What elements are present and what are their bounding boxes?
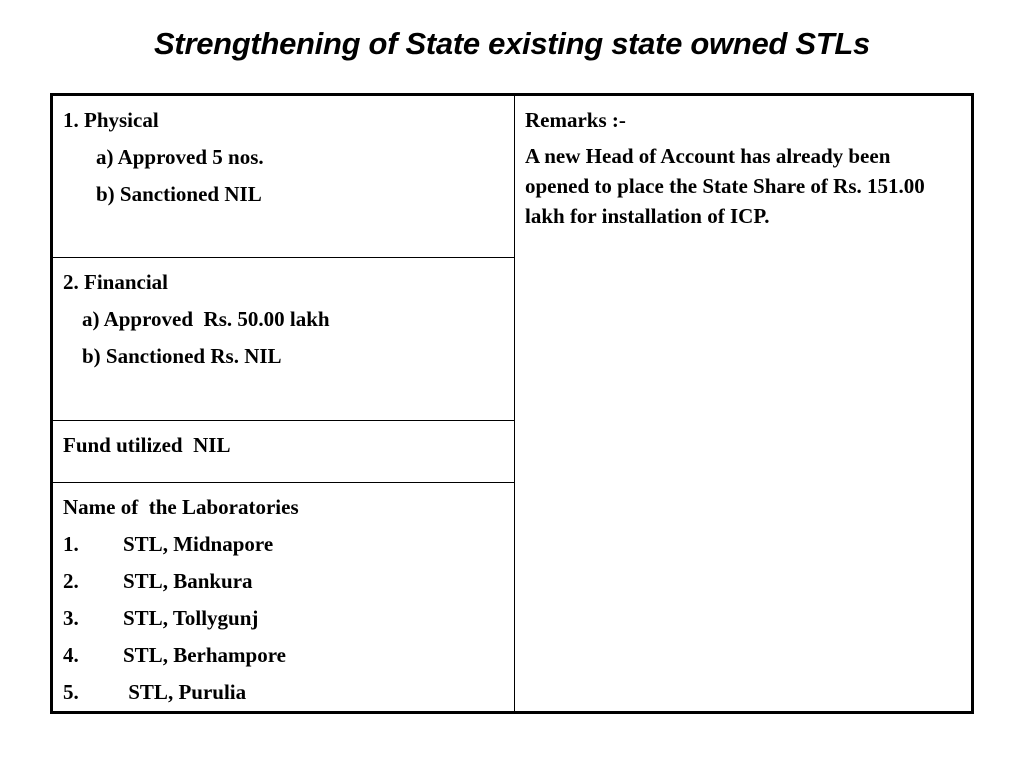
physical-heading: 1. Physical bbox=[63, 108, 159, 132]
summary-table bbox=[50, 93, 974, 714]
physical-sanctioned: b) Sanctioned NIL bbox=[96, 182, 262, 206]
financial-approved: a) Approved Rs. 50.00 lakh bbox=[82, 307, 330, 332]
physical-approved: a) Approved 5 nos. bbox=[96, 145, 264, 169]
remarks-heading: Remarks :- bbox=[525, 108, 626, 132]
list-item-number: 3. bbox=[63, 606, 79, 630]
financial-heading: 2. Financial bbox=[63, 270, 169, 295]
list-item bbox=[63, 674, 504, 711]
list-item-label: STL, Purulia bbox=[123, 680, 247, 704]
remarks-column bbox=[515, 96, 971, 711]
fund-utilized-cell bbox=[53, 421, 514, 483]
financial-cell bbox=[53, 258, 514, 421]
list-item bbox=[63, 526, 504, 563]
physical-cell bbox=[53, 96, 514, 258]
list-item-label: STL, Berhampore bbox=[123, 643, 286, 667]
list-item-label: STL, Tollygunj bbox=[123, 606, 259, 630]
list-item-number: 5. bbox=[63, 680, 79, 704]
financial-sanctioned: b) Sanctioned Rs. NIL bbox=[82, 344, 282, 369]
details-column bbox=[53, 96, 515, 711]
page-title: Strengthening of State existing state owned STLs bbox=[154, 26, 870, 61]
list-item-number: 1. bbox=[63, 532, 79, 556]
fund-utilized-text: Fund utilized NIL bbox=[63, 433, 231, 458]
list-item-number: 4. bbox=[63, 643, 79, 667]
remarks-body: A new Head of Account has already been opened to place the State Share of Rs. 151.00 lakh for installation of ICP. bbox=[525, 144, 925, 228]
list-item-label: STL, Midnapore bbox=[123, 532, 274, 556]
list-item bbox=[63, 600, 504, 637]
list-item bbox=[63, 563, 504, 600]
list-item-label: STL, Bankura bbox=[123, 569, 253, 593]
list-item-number: 2. bbox=[63, 569, 79, 593]
list-item bbox=[63, 637, 504, 674]
laboratories-cell bbox=[53, 483, 514, 711]
laboratories-heading: Name of the Laboratories bbox=[63, 495, 299, 519]
